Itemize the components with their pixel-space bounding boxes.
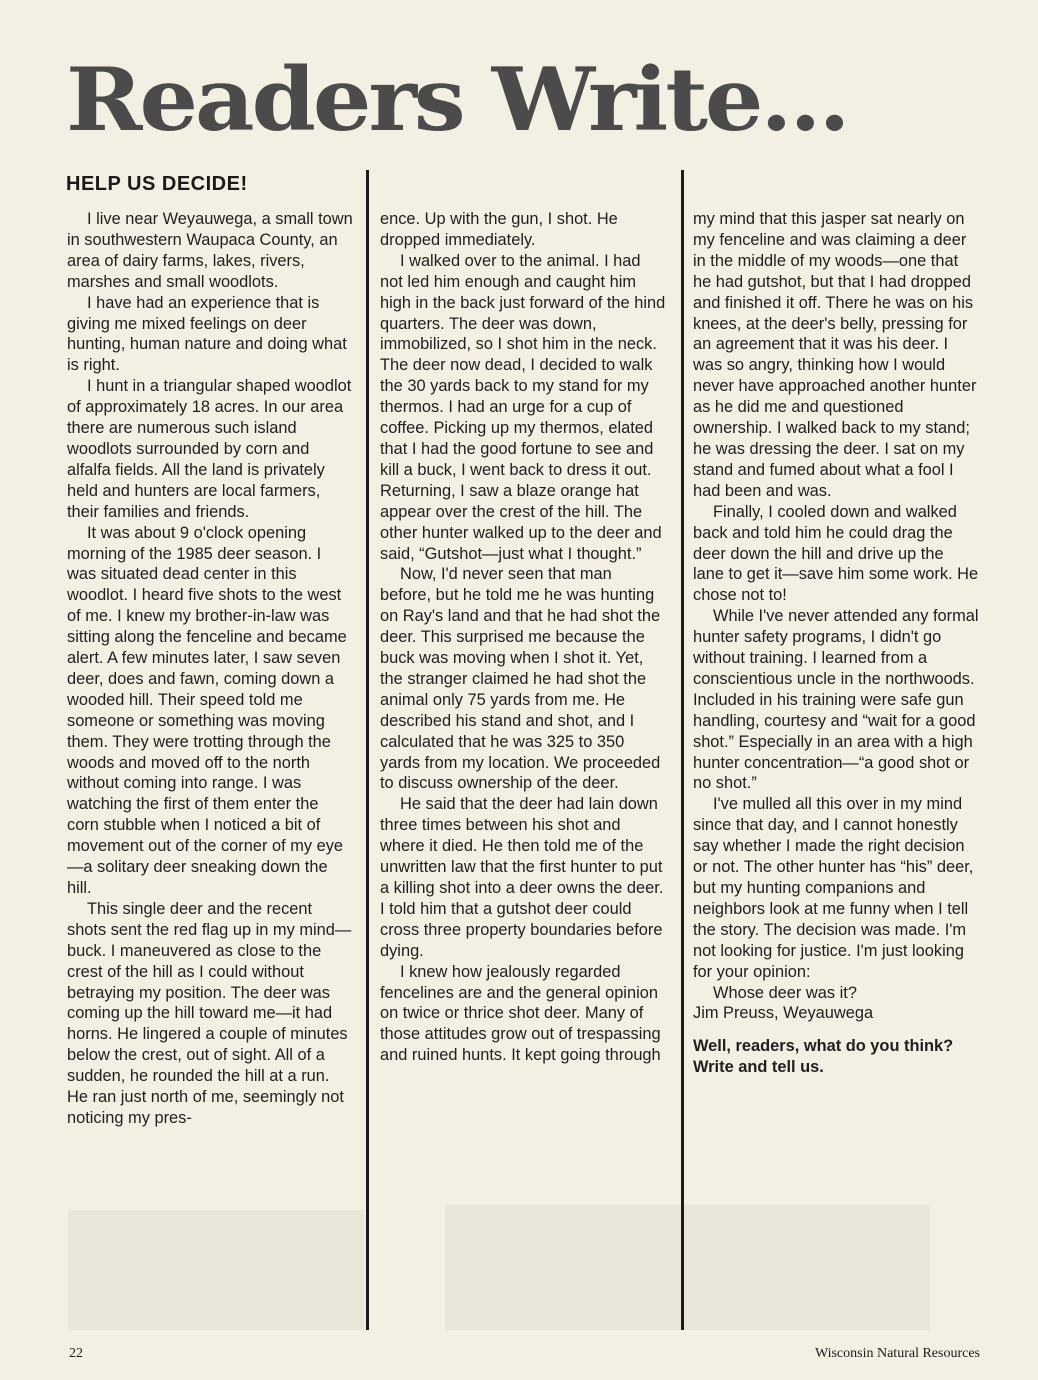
paragraph: While I've never attended any formal hunter safety programs, I didn't go without training. I learned from a conscientious uncle in the northwoods. Included in his training were safe gun handling, courtesy and “wait for a good shot.” Especially in an area with a high hunter concentration—“a good shot or no shot.”: [693, 607, 979, 793]
magazine-name: Wisconsin Natural Resources: [814, 1346, 980, 1361]
paragraph: ence. Up with the gun, I shot. He dropped immediately.: [380, 210, 618, 249]
paragraph: I've mulled all this over in my mind since that day, and I cannot honestly say whether I made the right decision or not. The other hunter has “his” deer, but my hunting companions and neighbors look at me funny when I tell the story. The decision was made. I'm not looking for justice. I'm just looking for your opinion:: [693, 795, 974, 981]
paragraph: my mind that this jasper sat nearly on my fenceline and was claiming a deer in the middle of my woods—one that he had gutshot, but that I had dropped and finished it off. There he was on his knees, at the deer's belly, pressing for an agreement that it was his deer. I was so angry, thinking how I would never have approached another hunter as he did me and questioned ownership. I walked back to my stand; he was dressing the deer. I sat on my stand and fumed about what a fool I had been and was.: [693, 210, 977, 500]
article-column-1: [67, 209, 353, 1129]
article-heading: HELP US DECIDE!: [66, 173, 248, 195]
paragraph: I have had an experience that is giving me mixed feelings on deer hunting, human nature and doing what is right.: [67, 293, 347, 375]
paragraph: Whose deer was it?: [713, 983, 857, 1002]
editor-callout: Well, readers, what do you think? Write and tell us.: [693, 1037, 954, 1077]
author-signature: Jim Preuss, Weyauwega: [693, 1004, 874, 1023]
paragraph: I knew how jealously regarded fencelines are and the general opinion on twice or thrice shot deer. Many of those attitudes grow out of trespassing and ruined hunts. It kept going through: [380, 962, 661, 1065]
article-column-2: [380, 209, 666, 1066]
paragraph: I hunt in a triangular shaped woodlot of approximately 18 acres. In our area there are numerous such island woodlots surrounded by corn and alfalfa fields. All the land is privately held and hunters are local farmers, their families and friends.: [67, 377, 352, 521]
paragraph: I live near Weyauwega, a small town in southwestern Waupaca County, an area of dairy farms, lakes, rivers, marshes and small woodlots.: [67, 210, 353, 291]
masthead-title: Readers Write...: [66, 48, 848, 151]
paragraph: This single deer and the recent shots sent the red flag up in my mind—buck. I maneuvered as close to the crest of the hill as I could without betraying my position. The deer was coming up the hill toward me—it had horns. He lingered a couple of minutes below the crest, out of sight. All of a sudden, he rounded the hill at a run. He ran just north of me, seemingly not noticing my pres-: [67, 899, 352, 1127]
paragraph: It was about 9 o'clock opening morning of the 1985 deer season. I was situated dead center in this woodlot. I heard five shots to the west of me. I knew my brother-in-law was sitting along the fenceline and became alert. A few minutes later, I saw seven deer, does and fawn, coming down a wooded hill. Their speed told me someone or something was moving them. They were trotting through the woods and moved off to the north without coming into range. I was watching the first of them enter the corn stubble when I noticed a bit of movement out of the corner of my eye—a solitary deer sneaking down the hill.: [67, 523, 347, 897]
column-divider-2: [681, 170, 684, 1330]
article-column-3: [693, 209, 979, 1078]
paragraph: Finally, I cooled down and walked back and told him he could drag the deer down the hill and drive up the lane to get it—save him some work. He chose not to!: [693, 502, 979, 605]
page-number: 22: [69, 1346, 83, 1361]
paragraph: He said that the deer had lain down three times between his shot and where it died. He then told me of the unwritten law that the first hunter to put a killing shot into a deer owns the deer. I told him that a gutshot deer could cross three property boundaries before dying.: [380, 795, 664, 960]
column-divider-1: [366, 170, 369, 1330]
paragraph: I walked over to the animal. I had not led him enough and caught him high in the back just forward of the hind quarters. The deer was down, immobilized, so I shot him in the neck. The deer now dead, I decided to walk the 30 yards back to my stand for my thermos. I had an urge for a cup of coffee. Picking up my thermos, elated that I had the good fortune to see and kill a buck, I went back to dress it out. Returning, I saw a blaze orange hat appear over the crest of the hill. The other hunter walked up to the deer and said, “Gutshot—just what I thought.”: [380, 251, 666, 563]
bleed-through-block-right: [445, 1205, 930, 1330]
paragraph: Now, I'd never seen that man before, but he told me he was hunting on Ray's land and that he had shot the deer. This surprised me because the buck was moving when I shot it. Yet, the stranger claimed he had shot the animal only 75 yards from me. He described his stand and shot, and I calculated that he was 325 to 350 yards from my location. We proceeded to discuss ownership of the deer.: [380, 565, 661, 793]
bleed-through-block-left: [68, 1210, 364, 1330]
